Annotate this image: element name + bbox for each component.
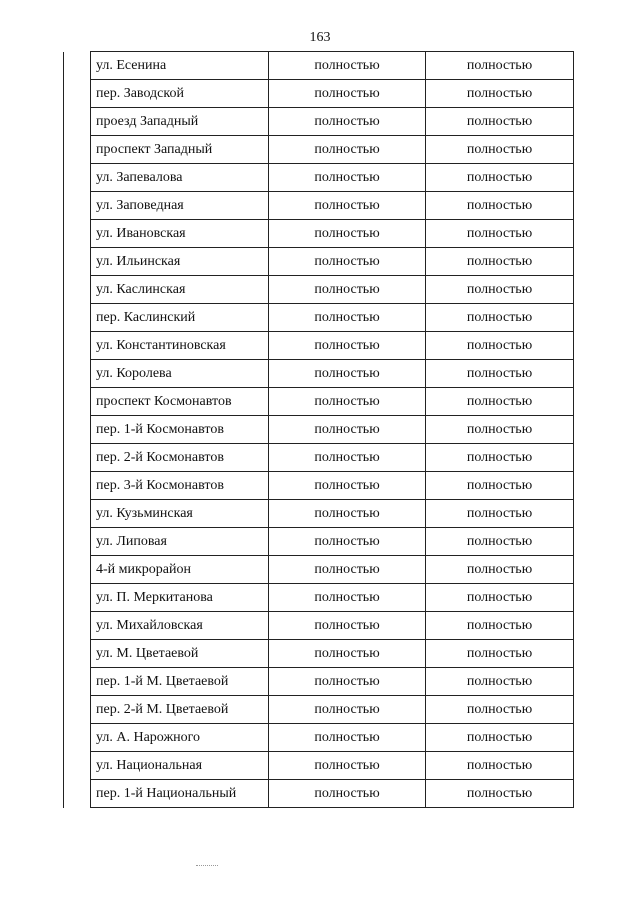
coverage-cell-1: полностью xyxy=(269,500,426,528)
table-cell-index xyxy=(64,360,91,388)
coverage-cell-1: полностью xyxy=(269,388,426,416)
street-name-cell: ул. Ильинская xyxy=(91,248,269,276)
table-row xyxy=(64,528,574,556)
street-name-cell: пер. 2-й Космонавтов xyxy=(91,444,269,472)
coverage-cell-1: полностью xyxy=(269,528,426,556)
street-name-cell: ул. Национальная xyxy=(91,752,269,780)
coverage-cell-1: полностью xyxy=(269,612,426,640)
coverage-cell-2: полностью xyxy=(426,556,574,584)
table-row xyxy=(64,556,574,584)
street-name-cell: ул. Запевалова xyxy=(91,164,269,192)
coverage-cell-2: полностью xyxy=(426,584,574,612)
coverage-cell-2: полностью xyxy=(426,696,574,724)
table-cell-index xyxy=(64,444,91,472)
coverage-cell-2: полностью xyxy=(426,192,574,220)
coverage-cell-2: полностью xyxy=(426,640,574,668)
table-cell-index xyxy=(64,136,91,164)
coverage-cell-1: полностью xyxy=(269,304,426,332)
table-cell-index xyxy=(64,528,91,556)
coverage-cell-1: полностью xyxy=(269,416,426,444)
table-row xyxy=(64,108,574,136)
table-cell-index xyxy=(64,500,91,528)
coverage-cell-2: полностью xyxy=(426,248,574,276)
table-cell-index xyxy=(64,472,91,500)
table-row xyxy=(64,668,574,696)
table-cell-index xyxy=(64,640,91,668)
table-cell-index xyxy=(64,388,91,416)
street-name-cell: ул. Королева xyxy=(91,360,269,388)
table-row xyxy=(64,164,574,192)
table-cell-index xyxy=(64,108,91,136)
street-name-cell: проспект Космонавтов xyxy=(91,388,269,416)
street-name-cell: ул. Заповедная xyxy=(91,192,269,220)
table-cell-index xyxy=(64,556,91,584)
coverage-cell-2: полностью xyxy=(426,276,574,304)
street-name-cell: ул. Константиновская xyxy=(91,332,269,360)
table-cell-index xyxy=(64,276,91,304)
coverage-cell-1: полностью xyxy=(269,640,426,668)
coverage-cell-2: полностью xyxy=(426,80,574,108)
coverage-cell-1: полностью xyxy=(269,780,426,808)
table-row xyxy=(64,444,574,472)
coverage-cell-2: полностью xyxy=(426,52,574,80)
table-row xyxy=(64,52,574,80)
table-cell-index xyxy=(64,668,91,696)
coverage-cell-1: полностью xyxy=(269,360,426,388)
street-name-cell: пер. Заводской xyxy=(91,80,269,108)
table-row xyxy=(64,80,574,108)
street-name-cell: проезд Западный xyxy=(91,108,269,136)
coverage-cell-2: полностью xyxy=(426,752,574,780)
coverage-cell-2: полностью xyxy=(426,668,574,696)
coverage-cell-2: полностью xyxy=(426,164,574,192)
street-name-cell: пер. 3-й Космонавтов xyxy=(91,472,269,500)
coverage-cell-1: полностью xyxy=(269,444,426,472)
street-name-cell: ул. П. Меркитанова xyxy=(91,584,269,612)
table-cell-index xyxy=(64,220,91,248)
table-cell-index xyxy=(64,248,91,276)
table-cell-index xyxy=(64,584,91,612)
table-cell-index xyxy=(64,724,91,752)
street-name-cell: ул. Михайловская xyxy=(91,612,269,640)
streets-table xyxy=(63,51,574,808)
coverage-cell-1: полностью xyxy=(269,556,426,584)
table-row xyxy=(64,360,574,388)
street-name-cell: пер. 2-й М. Цветаевой xyxy=(91,696,269,724)
table-cell-index xyxy=(64,304,91,332)
street-name-cell: проспект Западный xyxy=(91,136,269,164)
street-name-cell: пер. 1-й Космонавтов xyxy=(91,416,269,444)
coverage-cell-2: полностью xyxy=(426,528,574,556)
page-bottom-mark xyxy=(196,865,218,868)
street-name-cell: ул. Кузьминская xyxy=(91,500,269,528)
coverage-cell-2: полностью xyxy=(426,724,574,752)
streets-table-body xyxy=(64,52,574,808)
coverage-cell-2: полностью xyxy=(426,416,574,444)
table-row xyxy=(64,640,574,668)
street-name-cell: ул. А. Нарожного xyxy=(91,724,269,752)
street-name-cell: пер. Каслинский xyxy=(91,304,269,332)
table-row xyxy=(64,612,574,640)
streets-table-container xyxy=(63,51,574,808)
table-cell-index xyxy=(64,192,91,220)
coverage-cell-2: полностью xyxy=(426,472,574,500)
coverage-cell-2: полностью xyxy=(426,360,574,388)
table-row xyxy=(64,388,574,416)
table-row xyxy=(64,416,574,444)
table-cell-index xyxy=(64,696,91,724)
table-row xyxy=(64,304,574,332)
street-name-cell: ул. Есенина xyxy=(91,52,269,80)
coverage-cell-1: полностью xyxy=(269,724,426,752)
coverage-cell-1: полностью xyxy=(269,192,426,220)
page-number: 163 xyxy=(309,30,331,45)
street-name-cell: пер. 1-й М. Цветаевой xyxy=(91,668,269,696)
table-cell-index xyxy=(64,164,91,192)
street-name-cell: ул. Липовая xyxy=(91,528,269,556)
table-row xyxy=(64,220,574,248)
coverage-cell-2: полностью xyxy=(426,388,574,416)
street-name-cell: 4-й микрорайон xyxy=(91,556,269,584)
coverage-cell-1: полностью xyxy=(269,584,426,612)
table-row xyxy=(64,752,574,780)
table-row xyxy=(64,332,574,360)
table-cell-index xyxy=(64,416,91,444)
table-row xyxy=(64,276,574,304)
coverage-cell-1: полностью xyxy=(269,80,426,108)
table-row xyxy=(64,192,574,220)
table-row xyxy=(64,696,574,724)
coverage-cell-1: полностью xyxy=(269,220,426,248)
coverage-cell-1: полностью xyxy=(269,248,426,276)
coverage-cell-2: полностью xyxy=(426,444,574,472)
coverage-cell-1: полностью xyxy=(269,52,426,80)
table-cell-index xyxy=(64,80,91,108)
table-row xyxy=(64,584,574,612)
street-name-cell: пер. 1-й Национальный xyxy=(91,780,269,808)
coverage-cell-2: полностью xyxy=(426,780,574,808)
table-cell-index xyxy=(64,332,91,360)
street-name-cell: ул. М. Цветаевой xyxy=(91,640,269,668)
coverage-cell-2: полностью xyxy=(426,332,574,360)
coverage-cell-2: полностью xyxy=(426,612,574,640)
coverage-cell-1: полностью xyxy=(269,668,426,696)
table-row xyxy=(64,248,574,276)
table-row xyxy=(64,136,574,164)
table-row xyxy=(64,724,574,752)
table-cell-index xyxy=(64,752,91,780)
coverage-cell-1: полностью xyxy=(269,752,426,780)
street-name-cell: ул. Ивановская xyxy=(91,220,269,248)
table-cell-index xyxy=(64,612,91,640)
table-row xyxy=(64,780,574,808)
coverage-cell-1: полностью xyxy=(269,108,426,136)
street-name-cell: ул. Каслинская xyxy=(91,276,269,304)
coverage-cell-1: полностью xyxy=(269,136,426,164)
coverage-cell-1: полностью xyxy=(269,696,426,724)
table-cell-index xyxy=(64,52,91,80)
coverage-cell-2: полностью xyxy=(426,220,574,248)
coverage-cell-1: полностью xyxy=(269,276,426,304)
coverage-cell-2: полностью xyxy=(426,500,574,528)
table-row xyxy=(64,500,574,528)
table-cell-index xyxy=(64,780,91,808)
coverage-cell-2: полностью xyxy=(426,108,574,136)
coverage-cell-1: полностью xyxy=(269,332,426,360)
table-row xyxy=(64,472,574,500)
coverage-cell-2: полностью xyxy=(426,136,574,164)
coverage-cell-2: полностью xyxy=(426,304,574,332)
coverage-cell-1: полностью xyxy=(269,472,426,500)
coverage-cell-1: полностью xyxy=(269,164,426,192)
